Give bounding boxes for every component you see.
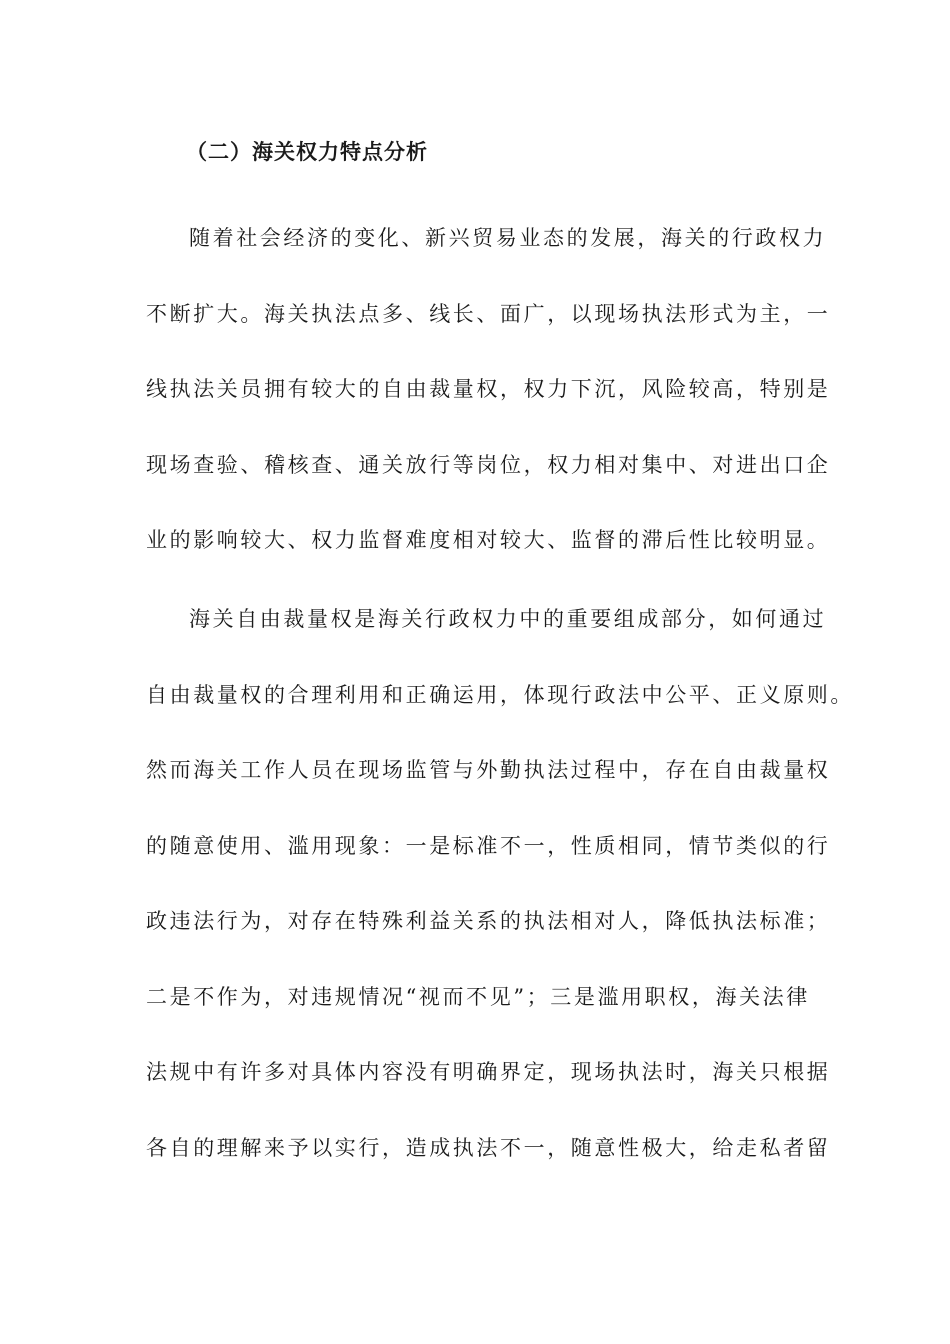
paragraph-1-line-3: 线执法关员拥有较大的自由裁量权，权力下沉，风险较高，特别是: [146, 377, 831, 401]
paragraph-2-line-8: 各自的理解来予以实行，造成执法不一，随意性极大，给走私者留: [146, 1136, 831, 1160]
paragraph-2-line-5: 政违法行为，对存在特殊利益关系的执法相对人，降低执法标准；: [146, 909, 831, 933]
paragraph-1-line-4: 现场查验、稽核查、通关放行等岗位，权力相对集中、对进出口企: [146, 453, 831, 477]
paragraph-2-line-2: 自由裁量权的合理利用和正确运用，体现行政法中公平、正义原则。: [146, 683, 854, 707]
paragraph-2-line-7: 法规中有许多对具体内容没有明确界定，现场执法时，海关只根据: [146, 1060, 831, 1084]
paragraph-2-line-3: 然而海关工作人员在现场监管与外勤执法过程中，存在自由裁量权: [146, 758, 831, 782]
paragraph-2-line-6: 二是不作为，对违规情况“视而不见”；三是滥用职权，海关法律: [146, 985, 810, 1009]
paragraph-2-line-1: 海关自由裁量权是海关行政权力中的重要组成部分，如何通过: [189, 607, 827, 631]
section-heading: （二）海关权力特点分析: [186, 139, 428, 164]
paragraph-1-line-5: 业的影响较大、权力监督难度相对较大、监督的滞后性比较明显。: [146, 528, 831, 552]
paragraph-1-line-2: 不断扩大。海关执法点多、线长、面广，以现场执法形式为主，一: [146, 302, 831, 326]
paragraph-1-line-1: 随着社会经济的变化、新兴贸易业态的发展，海关的行政权力: [189, 226, 827, 250]
paragraph-2-line-4: 的随意使用、滥用现象：一是标准不一，性质相同，情节类似的行: [146, 834, 831, 858]
